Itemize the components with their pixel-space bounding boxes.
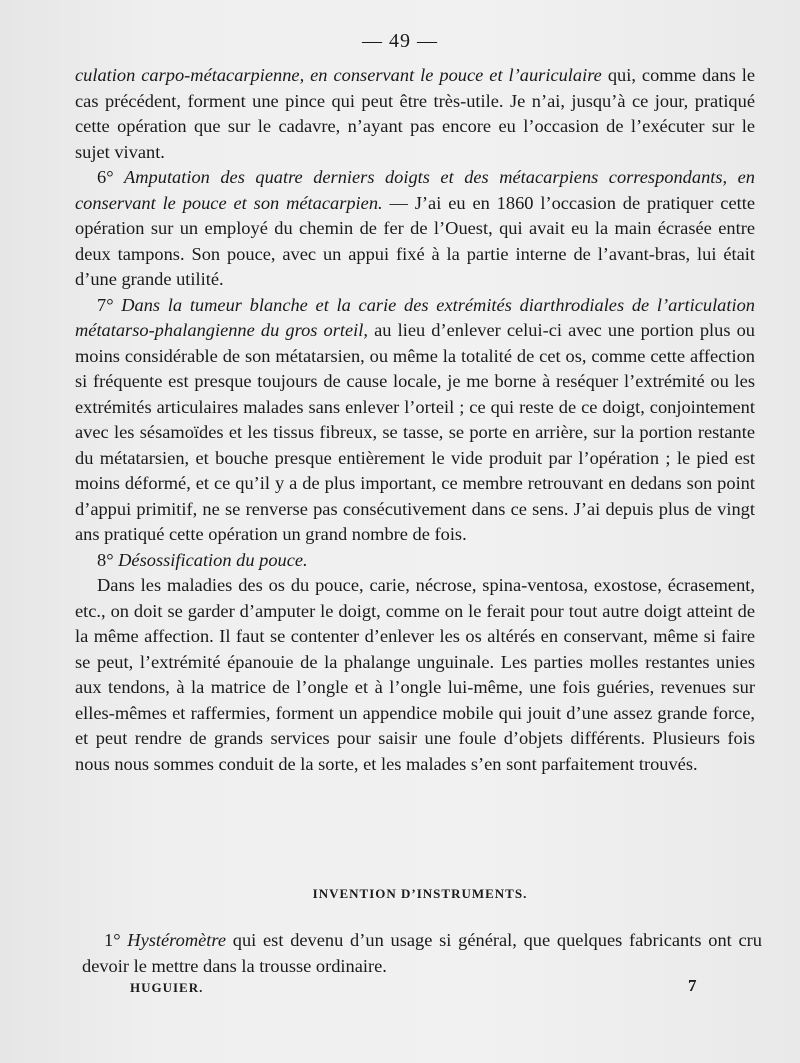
paragraph-3-text: au lieu d’enlever celui-ci avec une portion plus ou moins considérable de son métatarsien, ou même la totalité de cet os, comme cette affection si fréquente est presque toujours de cause locale, je me borne à reséquer l’extrémité ou les extrémités articulaires malades sans enlever l’orteil ; ce qui reste de ce doigt, conjointement avec les sésamoïdes et les tissus fibreux, se tasse, se porte en arrière, sur la portion restante du métatarsien, et bouche presque entièrement le vide produit par l’opération ; le pied est moins déformé, et ce qu’il y a de plus important, ce membre retrouvant en dedans son point d’appui primitif, ne se renverse pas consécutivement dans ce sens. J’ai depuis plus de vingt ans pratiqué cette opération un grand nombre de fois. — [75, 320, 755, 544]
section-heading: INVENTION D’INSTRUMENTS. — [312, 886, 528, 901]
signature-mark: HUGUIER. — [130, 980, 204, 995]
sheet-number: 7 — [688, 976, 697, 995]
paragraph-4-italic: Désossification du pouce. — [118, 549, 308, 570]
paragraph-6 — [82, 928, 762, 979]
paragraph-3-number: 7° — [97, 294, 122, 315]
paragraph-3 — [75, 293, 755, 548]
paragraph-6-number: 1° — [104, 930, 128, 950]
paragraph-5: Dans les maladies des os du pouce, carie, nécrose, spina-ventosa, exostose, écrasement, etc., on doit se garder d’amputer le doigt, comme on le ferait pour tout autre doigt atteint de la même affection. Il faut se contenter d’enlever les os altérés en conservant, même si faire se peut, l’extrémité épanouie de la phalange unguinale. Les parties molles restantes unies aux tendons, à la matrice de l’ongle et à l’ongle lui-même, une fois guéries, revenues sur elles-mêmes et raffermies, forment un appendice mobile qui jouit d’une assez grande force, et peut rendre de grands services pour saisir une foule d’objets différents. Plusieurs fois nous nous sommes conduit de la sorte, et les malades s’en sont parfaitement trouvés. — [75, 575, 755, 774]
paragraph-4 — [75, 548, 755, 574]
paragraph-2 — [75, 165, 755, 293]
page-number: — 49 — — [362, 30, 438, 52]
paragraph-1-text: qui, comme dans le cas précédent, forment une pince qui peut être très-utile. Je n’ai, jusqu’à ce jour, pratiqué cette opération que sur le cadavre, n’ayant pas encore eu l’occasion de l’exécuter sur le sujet vivant. — [75, 65, 755, 162]
paragraph-1 — [75, 63, 755, 165]
paragraph-2-number: 6° — [97, 167, 125, 187]
paragraph-1-italic: culation carpo-métacarpienne, en conservant le pouce et l’auriculaire — [75, 65, 602, 85]
paragraph-2-italic: Amputation des quatre derniers doigts et des métacarpiens correspondants, en conservant le pouce et son métacarpien. — [75, 167, 755, 213]
paragraph-4-number: 8° — [97, 549, 119, 570]
body-text — [75, 63, 755, 777]
paragraph-6-italic: Hystéromètre — [127, 930, 227, 950]
paragraph-2-text: — J’ai eu en 1860 l’occasion de pratiquer cette opération sur un employé du chemin de fer de l’Ouest, qui avait eu la main écrasée entre deux tampons. Son pouce, avec un appui fixé à la partie interne de l’avant-bras, lui était d’une grande utilité. — [75, 192, 755, 289]
paragraph-3-italic: Dans la tumeur blanche et la carie des extrémités diarthrodiales de l’articulation métatarso-phalangienne du gros orteil, — [75, 294, 755, 340]
final-paragraph — [82, 928, 762, 979]
paragraph-6-text: qui est devenu d’un usage si général, que quelques fabricants ont cru devoir le mettre dans la trousse ordinaire. — [82, 930, 762, 976]
